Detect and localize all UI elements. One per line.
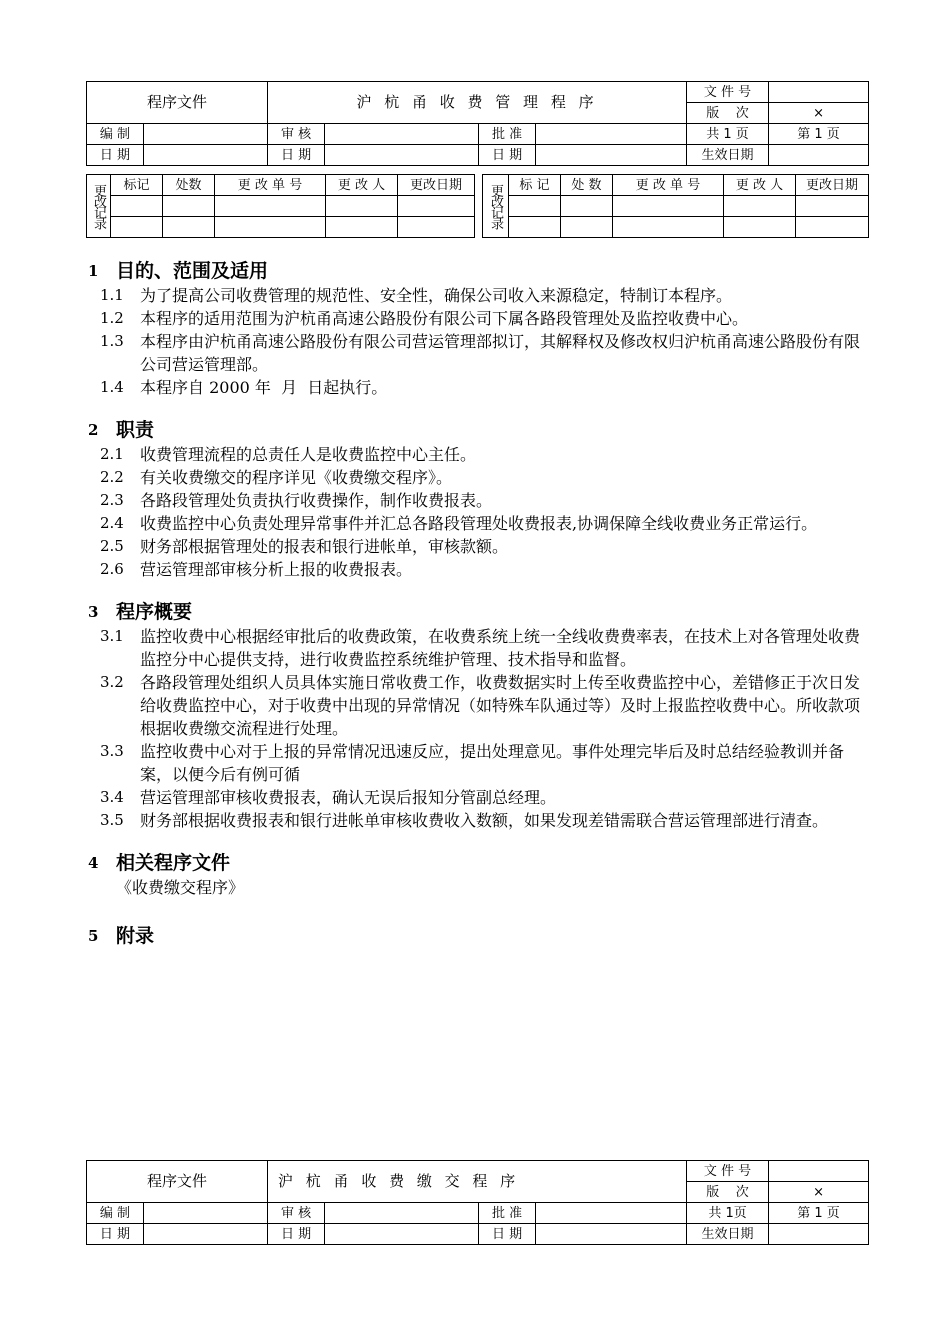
col-mark: 标 记 [509,175,561,196]
approve-value [536,1203,687,1224]
list-item [88,443,868,466]
page-number: 第 1 页 [769,1203,869,1224]
item-number: 1.3 [100,332,124,350]
review-value [325,1203,479,1224]
list-item [88,307,868,330]
footer-table [86,1160,869,1245]
change-record-right [482,174,869,238]
section-number: 3 [88,603,99,621]
section-title: 程序概要 [116,601,193,623]
item-text: 监控收费中心对于上报的异常情况迅速反应，提出处理意见。事件处理完毕后及时总结经验教训并备案，以便今后有例可循 [140,742,845,784]
page-number: 第 1 页 [769,124,869,145]
item-text: 收费监控中心负责处理异常事件并汇总各路段管理处收费报表,协调保障全线收费业务正常运行。 [140,514,818,533]
section-number: 2 [88,421,99,439]
doc-title: 沪 杭 甬 收 费 缴 交 程 序 [268,1161,687,1203]
item-number: 2.5 [100,537,124,555]
doc-type: 程序文件 [87,1161,268,1203]
list-item [88,625,868,671]
item-number: 1.2 [100,309,124,327]
review-label: 审 核 [268,1203,325,1224]
document-body [88,258,868,949]
effective-date-label: 生效日期 [687,145,769,166]
effective-date-label: 生效日期 [687,1224,769,1245]
change-record-side-label: 更改记录 [87,175,111,238]
list-item [88,466,868,489]
section-3 [88,599,868,832]
doc-type: 程序文件 [87,82,268,124]
list-item [88,284,868,307]
list-item [88,809,868,832]
item-number: 3.1 [100,627,124,645]
date-label-3: 日 期 [479,1224,536,1245]
item-number: 1.1 [100,286,124,304]
related-document: 《收费缴交程序》 [116,878,245,897]
item-number: 2.2 [100,468,124,486]
compile-label: 编 制 [87,1203,144,1224]
col-mark: 标记 [111,175,163,196]
section-1 [88,258,868,399]
date-value-2 [325,1224,479,1245]
section-number: 5 [88,927,99,945]
file-no-label: 文 件 号 [687,1161,769,1182]
approve-label: 批 准 [479,1203,536,1224]
approve-label: 批 准 [479,124,536,145]
item-text: 本程序由沪杭甬高速公路股份有限公司营运管理部拟订，其解释权及修改权归沪杭甬高速公路股份有限公司营运管理部。 [140,332,861,374]
item-number: 2.1 [100,445,124,463]
list-item [88,786,868,809]
version-value: × [769,103,869,124]
total-pages: 共 1 页 [687,124,769,145]
review-value [325,124,479,145]
list-item [88,330,868,376]
list-item [88,740,868,786]
item-text: 本程序自 2000 年 月 日起执行。 [140,378,388,397]
item-number: 1.4 [100,378,124,396]
doc-title: 沪 杭 甬 收 费 管 理 程 序 [268,82,687,124]
item-text: 有关收费缴交的程序详见《收费缴交程序》。 [140,468,453,487]
compile-value [144,124,268,145]
col-changer: 更 改 人 [724,175,796,196]
date-value-2 [325,145,479,166]
file-no-label: 文 件 号 [687,82,769,103]
item-number: 2.3 [100,491,124,509]
item-number: 3.4 [100,788,124,806]
item-text: 各路段管理处组织人员具体实施日常收费工作，收费数据实时上传至收费监控中心，差错修正于次日发给收费监控中心，对于收费中出现的异常情况（如特殊车队通过等）及时上报监控收费中心。所收款项根据收费缴交流程进行处理。 [140,673,861,738]
section-5 [88,923,868,949]
date-label-1: 日 期 [87,1224,144,1245]
date-value-3 [536,145,687,166]
section-number: 4 [88,854,99,872]
date-value-3 [536,1224,687,1245]
list-item [88,558,868,581]
item-text: 为了提高公司收费管理的规范性、安全性，确保公司收入来源稳定，特制订本程序。 [140,286,733,305]
item-number: 3.3 [100,742,124,760]
item-text: 财务部根据管理处的报表和银行进帐单，审核款额。 [140,537,509,556]
version-label: 版 次 [687,1182,769,1203]
item-number: 2.4 [100,514,124,532]
approve-value [536,124,687,145]
date-value-1 [144,145,268,166]
total-pages: 共 1页 [687,1203,769,1224]
col-changer: 更 改 人 [326,175,398,196]
date-label-2: 日 期 [268,145,325,166]
date-label-1: 日 期 [87,145,144,166]
item-text: 本程序的适用范围为沪杭甬高速公路股份有限公司下属各路段管理处及监控收费中心。 [140,309,749,328]
effective-date-value [769,145,869,166]
file-no-value [769,1161,869,1182]
compile-value [144,1203,268,1224]
col-change-no: 更 改 单 号 [613,175,724,196]
review-label: 审 核 [268,124,325,145]
col-change-date: 更改日期 [796,175,869,196]
section-4 [88,850,868,899]
date-label-3: 日 期 [479,145,536,166]
file-no-value [769,82,869,103]
item-text: 各路段管理处负责执行收费操作，制作收费报表。 [140,491,493,510]
item-number: 3.5 [100,811,124,829]
list-item [88,512,868,535]
col-count: 处数 [163,175,215,196]
version-label: 版 次 [687,103,769,124]
col-change-no: 更 改 单 号 [215,175,326,196]
list-item [88,671,868,740]
section-2 [88,417,868,581]
item-text: 财务部根据收费报表和银行进帐单审核收费收入数额，如果发现差错需联合营运管理部进行清查。 [140,811,829,830]
header-table [86,81,869,166]
effective-date-value [769,1224,869,1245]
section-title: 目的、范围及适用 [116,260,269,282]
col-change-date: 更改日期 [398,175,475,196]
section-title: 附录 [116,925,155,947]
list-item [88,535,868,558]
date-label-2: 日 期 [268,1224,325,1245]
item-text: 营运管理部审核收费报表，确认无误后报知分管副总经理。 [140,788,557,807]
list-item [88,489,868,512]
section-number: 1 [88,262,99,280]
date-value-1 [144,1224,268,1245]
change-record-side-label: 更改记录 [483,175,509,238]
col-count: 处 数 [561,175,613,196]
change-record-left [86,174,475,238]
list-item [88,376,868,399]
item-number: 2.6 [100,560,124,578]
item-text: 收费管理流程的总责任人是收费监控中心主任。 [140,445,477,464]
item-text: 营运管理部审核分析上报的收费报表。 [140,560,413,579]
item-text: 监控收费中心根据经审批后的收费政策，在收费系统上统一全线收费费率表，在技术上对各管理处收费监控分中心提供支持，进行收费监控系统维护管理、技术指导和监督。 [140,627,861,669]
section-title: 相关程序文件 [116,852,231,874]
section-title: 职责 [116,419,155,441]
compile-label: 编 制 [87,124,144,145]
item-number: 3.2 [100,673,124,691]
version-value: × [769,1182,869,1203]
